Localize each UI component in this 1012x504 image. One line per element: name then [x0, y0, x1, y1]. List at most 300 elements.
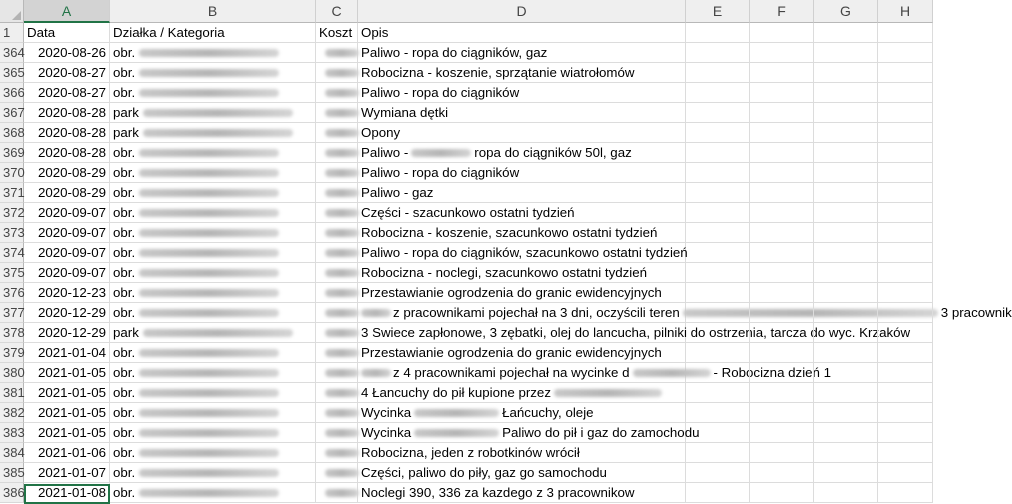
cell-cost[interactable]: [316, 143, 358, 163]
cell-description[interactable]: [358, 443, 686, 463]
cell-g[interactable]: [814, 423, 878, 443]
row-number[interactable]: 385: [0, 463, 24, 483]
cell-h[interactable]: [878, 83, 933, 103]
cell-date[interactable]: 2020-12-29: [24, 303, 110, 323]
table-row: [0, 103, 933, 123]
cell-f[interactable]: [750, 183, 814, 203]
cell-g[interactable]: [814, 203, 878, 223]
cell-description[interactable]: [358, 163, 686, 183]
cell-e[interactable]: [686, 183, 750, 203]
redacted-area: [325, 389, 359, 397]
table-row: [0, 363, 933, 383]
description-text-tail: ropa do ciągników 50l, gaz: [474, 145, 632, 160]
cell-h[interactable]: [878, 443, 933, 463]
cell-f[interactable]: [750, 43, 814, 63]
table-row: [0, 243, 933, 263]
cell-g[interactable]: [814, 223, 878, 243]
cell-f[interactable]: [750, 363, 814, 383]
cell-description[interactable]: [358, 63, 686, 83]
cell-date[interactable]: 2020-08-28: [24, 103, 110, 123]
description-text: Robocizna - noclegi, szacunkowo ostatni tydzień: [361, 265, 648, 280]
cell-f[interactable]: [750, 463, 814, 483]
cell-cost[interactable]: [316, 123, 358, 143]
cell-category[interactable]: [110, 383, 316, 403]
cell-h[interactable]: [878, 243, 933, 263]
row-number[interactable]: 370: [0, 163, 24, 183]
description-text: Paliwo -: [361, 145, 409, 160]
cell-cost[interactable]: [316, 183, 358, 203]
cell-category[interactable]: [110, 443, 316, 463]
redacted-area: [325, 89, 359, 97]
cell-description[interactable]: [358, 483, 686, 503]
redacted-area: [143, 329, 293, 337]
cell-e[interactable]: [686, 263, 750, 283]
cell-category[interactable]: [110, 143, 316, 163]
category-text: obr.: [113, 285, 136, 300]
redacted-area: [325, 409, 359, 417]
cell-description[interactable]: [358, 143, 686, 163]
cell-g[interactable]: [814, 123, 878, 143]
cell-date[interactable]: 2021-01-06: [24, 443, 110, 463]
cell-date[interactable]: 2020-09-07: [24, 263, 110, 283]
description-text: Paliwo - ropa do ciągników, szacunkowo ostatni tydzień: [361, 245, 688, 260]
cell-g[interactable]: [814, 363, 878, 383]
cell-h[interactable]: [878, 183, 933, 203]
cell-date[interactable]: 2020-12-29: [24, 323, 110, 343]
cell-category[interactable]: [110, 243, 316, 263]
cell-h[interactable]: [878, 303, 933, 323]
redacted-area: [139, 149, 279, 157]
cell-h[interactable]: [878, 103, 933, 123]
cell-h[interactable]: [878, 343, 933, 363]
cell-cost[interactable]: [316, 303, 358, 323]
cell-e[interactable]: [686, 243, 750, 263]
cell-cost[interactable]: [316, 363, 358, 383]
cell-f[interactable]: [750, 383, 814, 403]
cell-c-header[interactable]: Koszt: [316, 23, 358, 43]
cell-f[interactable]: [750, 303, 814, 323]
cell-category[interactable]: [110, 323, 316, 343]
cell-date[interactable]: 2020-09-07: [24, 243, 110, 263]
cell-f[interactable]: [750, 203, 814, 223]
cell-e[interactable]: [686, 423, 750, 443]
cell-h[interactable]: [878, 283, 933, 303]
cell-description[interactable]: [358, 423, 700, 443]
cell-date[interactable]: 2020-08-27: [24, 83, 110, 103]
cell-description[interactable]: [358, 123, 686, 143]
cell-category[interactable]: [110, 123, 316, 143]
cell-cost[interactable]: [316, 463, 358, 483]
category-text: obr.: [113, 485, 136, 500]
description-text: Części, paliwo do piły, gaz go samochodu: [361, 465, 607, 480]
cell-description[interactable]: [358, 343, 686, 363]
cell-h[interactable]: [878, 383, 933, 403]
redacted-area: [411, 149, 471, 157]
cell-category[interactable]: [110, 263, 316, 283]
cell-e[interactable]: [686, 403, 750, 423]
table-row: [0, 163, 933, 183]
category-text: obr.: [113, 45, 136, 60]
cell-h[interactable]: [878, 263, 933, 283]
cell-date[interactable]: 2021-01-05: [24, 363, 110, 383]
cell-category[interactable]: [110, 463, 316, 483]
cell-g[interactable]: [814, 383, 878, 403]
description-text: Paliwo - ropa do ciągników: [361, 165, 520, 180]
redacted-area: [139, 89, 279, 97]
cell-f-header[interactable]: [750, 23, 814, 43]
cell-h[interactable]: [878, 143, 933, 163]
redacted-area: [325, 189, 359, 197]
category-text: obr.: [113, 165, 136, 180]
cell-cost[interactable]: [316, 383, 358, 403]
cell-h-header[interactable]: [878, 23, 933, 43]
row-number[interactable]: 371: [0, 183, 24, 203]
redacted-area: [325, 309, 359, 317]
cell-e[interactable]: [686, 203, 750, 223]
redacted-area: [325, 269, 359, 277]
cell-g[interactable]: [814, 63, 878, 83]
description-text-tail: Łańcuchy, oleje: [502, 405, 594, 420]
category-text: obr.: [113, 85, 136, 100]
cell-description[interactable]: [358, 83, 686, 103]
category-text: obr.: [113, 385, 136, 400]
cell-g[interactable]: [814, 463, 878, 483]
cell-g-header[interactable]: [814, 23, 878, 43]
cell-f[interactable]: [750, 83, 814, 103]
cell-description[interactable]: [358, 283, 686, 303]
row-number[interactable]: 384: [0, 443, 24, 463]
row-number[interactable]: 383: [0, 423, 24, 443]
cell-g[interactable]: [814, 443, 878, 463]
cell-h[interactable]: [878, 163, 933, 183]
cell-f[interactable]: [750, 343, 814, 363]
description-text-tail: - Robocizna dzień 1: [713, 365, 832, 380]
redacted-area: [139, 369, 279, 377]
row-number[interactable]: 374: [0, 243, 24, 263]
cell-date[interactable]: 2020-12-23: [24, 283, 110, 303]
cell-date[interactable]: 2021-01-07: [24, 463, 110, 483]
cell-e[interactable]: [686, 303, 750, 323]
cell-description[interactable]: [358, 323, 911, 343]
cell-h[interactable]: [878, 363, 933, 383]
cell-date[interactable]: 2020-09-07: [24, 223, 110, 243]
row-number[interactable]: 379: [0, 343, 24, 363]
description-text: Paliwo - ropa do ciągników, gaz: [361, 45, 548, 60]
cell-g[interactable]: [814, 303, 878, 323]
row-number[interactable]: 376: [0, 283, 24, 303]
table-row: [0, 483, 933, 503]
description-text: Przestawianie ogrodzenia do granic ewidencyjnych: [361, 285, 662, 300]
cell-category[interactable]: [110, 343, 316, 363]
cell-h[interactable]: [878, 423, 933, 443]
row-number[interactable]: 380: [0, 363, 24, 383]
cell-f[interactable]: [750, 423, 814, 443]
cell-f[interactable]: [750, 283, 814, 303]
cell-description[interactable]: [358, 463, 686, 483]
cell-cost[interactable]: [316, 483, 358, 503]
redacted-area: [139, 489, 279, 497]
redacted-area: [325, 429, 359, 437]
cell-h[interactable]: [878, 483, 933, 503]
row-number[interactable]: 377: [0, 303, 24, 323]
column-header-h[interactable]: H: [878, 0, 933, 23]
cell-date[interactable]: 2021-01-05: [24, 383, 110, 403]
cell-description[interactable]: [358, 243, 686, 263]
row-number[interactable]: 373: [0, 223, 24, 243]
cell-f[interactable]: [750, 263, 814, 283]
cell-cost[interactable]: [316, 163, 358, 183]
cell-description[interactable]: [358, 303, 1012, 323]
cell-cost[interactable]: [316, 283, 358, 303]
category-text: park: [113, 325, 139, 340]
cell-e[interactable]: [686, 343, 750, 363]
redacted-area: [325, 449, 359, 457]
description-text: Paliwo - ropa do ciągników: [361, 85, 520, 100]
column-header-b[interactable]: B: [110, 0, 316, 23]
cell-e[interactable]: [686, 223, 750, 243]
row-number[interactable]: 386: [0, 483, 24, 503]
cell-f[interactable]: [750, 323, 814, 343]
redacted-area: [325, 489, 359, 497]
cell-h[interactable]: [878, 403, 933, 423]
redacted-area: [325, 249, 359, 257]
cell-e[interactable]: [686, 163, 750, 183]
row-number[interactable]: 369: [0, 143, 24, 163]
cell-g[interactable]: [814, 343, 878, 363]
cell-cost[interactable]: [316, 343, 358, 363]
cell-category[interactable]: [110, 83, 316, 103]
cell-e[interactable]: [686, 323, 750, 343]
table-row: [0, 423, 933, 443]
cell-g[interactable]: [814, 323, 878, 343]
cell-g[interactable]: [814, 483, 878, 503]
row-number[interactable]: 367: [0, 103, 24, 123]
cell-category[interactable]: [110, 363, 316, 383]
cell-description[interactable]: [358, 403, 686, 423]
description-text: Części - szacunkowo ostatni tydzień: [361, 205, 575, 220]
cell-description[interactable]: [358, 263, 686, 283]
select-all-corner[interactable]: [0, 0, 24, 23]
cell-g[interactable]: [814, 183, 878, 203]
cell-e[interactable]: [686, 43, 750, 63]
cell-h[interactable]: [878, 43, 933, 63]
cell-e[interactable]: [686, 143, 750, 163]
cell-cost[interactable]: [316, 423, 358, 443]
cell-e[interactable]: [686, 103, 750, 123]
row-number[interactable]: 381: [0, 383, 24, 403]
description-text: 3 Swiece zapłonowe, 3 zębatki, olej do lancucha, pilniki do ostrzenia, tarcza do wyc. Krzaków: [361, 325, 911, 340]
cell-e[interactable]: [686, 363, 750, 383]
cell-category[interactable]: [110, 183, 316, 203]
table-row: [0, 343, 933, 363]
column-header-f[interactable]: F: [750, 0, 814, 23]
cell-description[interactable]: [358, 203, 686, 223]
column-header-d[interactable]: D: [358, 0, 686, 23]
cell-g[interactable]: [814, 243, 878, 263]
cell-h[interactable]: [878, 223, 933, 243]
cell-cost[interactable]: [316, 63, 358, 83]
row-number[interactable]: 375: [0, 263, 24, 283]
cell-category[interactable]: [110, 43, 316, 63]
cell-date[interactable]: 2020-08-28: [24, 123, 110, 143]
cell-date[interactable]: 2020-08-27: [24, 63, 110, 83]
cell-category[interactable]: [110, 483, 316, 503]
redacted-area: [143, 129, 293, 137]
redacted-area: [139, 469, 279, 477]
redacted-area: [139, 309, 279, 317]
cell-e[interactable]: [686, 63, 750, 83]
cell-cost[interactable]: [316, 443, 358, 463]
cell-e[interactable]: [686, 483, 750, 503]
column-header-a[interactable]: A: [24, 0, 110, 23]
redacted-area: [325, 169, 359, 177]
redacted-area: [139, 169, 279, 177]
cell-e[interactable]: [686, 383, 750, 403]
cell-h[interactable]: [878, 63, 933, 83]
row-number[interactable]: 366: [0, 83, 24, 103]
description-text: Przestawianie ogrodzenia do granic ewidencyjnych: [361, 345, 662, 360]
cell-category[interactable]: [110, 303, 316, 323]
redacted-area: [325, 349, 359, 357]
cell-g[interactable]: [814, 283, 878, 303]
category-text: obr.: [113, 265, 136, 280]
cell-f[interactable]: [750, 163, 814, 183]
cell-f[interactable]: [750, 243, 814, 263]
row-number[interactable]: 368: [0, 123, 24, 143]
cell-g[interactable]: [814, 403, 878, 423]
cell-category[interactable]: [110, 223, 316, 243]
column-header-g[interactable]: G: [814, 0, 878, 23]
redacted-area: [143, 109, 293, 117]
cell-description[interactable]: [358, 363, 832, 383]
table-row: [0, 443, 933, 463]
row-number[interactable]: 372: [0, 203, 24, 223]
cell-h[interactable]: [878, 123, 933, 143]
cell-cost[interactable]: [316, 223, 358, 243]
cell-h[interactable]: [878, 463, 933, 483]
cell-category[interactable]: [110, 403, 316, 423]
cell-description[interactable]: [358, 183, 686, 203]
cell-date[interactable]: 2020-08-29: [24, 163, 110, 183]
cell-category[interactable]: [110, 423, 316, 443]
cell-g[interactable]: [814, 263, 878, 283]
cell-e[interactable]: [686, 443, 750, 463]
table-row: [0, 63, 933, 83]
cell-g[interactable]: [814, 163, 878, 183]
category-text: obr.: [113, 345, 136, 360]
cell-description[interactable]: [358, 43, 686, 63]
cell-b-header[interactable]: Działka / Kategoria: [110, 23, 316, 43]
row-number[interactable]: 364: [0, 43, 24, 63]
cell-cost[interactable]: [316, 403, 358, 423]
cell-f[interactable]: [750, 223, 814, 243]
table-row: [0, 403, 933, 423]
table-row: [0, 203, 933, 223]
redacted-area: [325, 109, 359, 117]
redacted-area: [139, 389, 279, 397]
table-row: [0, 263, 933, 283]
row-number[interactable]: 365: [0, 63, 24, 83]
cell-e-header[interactable]: [686, 23, 750, 43]
cell-cost[interactable]: [316, 203, 358, 223]
redacted-area: [139, 49, 279, 57]
cell-date[interactable]: 2020-08-28: [24, 143, 110, 163]
cell-h[interactable]: [878, 323, 933, 343]
category-text: obr.: [113, 445, 136, 460]
cell-e[interactable]: [686, 463, 750, 483]
cell-g[interactable]: [814, 83, 878, 103]
cell-e[interactable]: [686, 123, 750, 143]
cell-g[interactable]: [814, 103, 878, 123]
cell-description[interactable]: [358, 223, 686, 243]
row-number[interactable]: 382: [0, 403, 24, 423]
cell-description[interactable]: [358, 103, 686, 123]
column-header-c[interactable]: C: [316, 0, 358, 23]
cell-f[interactable]: [750, 63, 814, 83]
cell-cost[interactable]: [316, 43, 358, 63]
cell-g[interactable]: [814, 143, 878, 163]
cell-category[interactable]: [110, 203, 316, 223]
redacted-area: [325, 69, 359, 77]
cell-date[interactable]: 2020-08-29: [24, 183, 110, 203]
cell-date[interactable]: 2021-01-05: [24, 423, 110, 443]
cell-e[interactable]: [686, 83, 750, 103]
description-text: Paliwo - gaz: [361, 185, 434, 200]
table-row: [0, 283, 933, 303]
description-text: Robocizna - koszenie, szacunkowo ostatni tydzień: [361, 225, 658, 240]
cell-cost[interactable]: [316, 243, 358, 263]
cell-g[interactable]: [814, 43, 878, 63]
row-number[interactable]: 378: [0, 323, 24, 343]
cell-f[interactable]: [750, 443, 814, 463]
row-number[interactable]: 1: [0, 23, 24, 43]
cell-f[interactable]: [750, 103, 814, 123]
cell-category[interactable]: [110, 103, 316, 123]
redacted-area: [554, 389, 662, 397]
cell-cost[interactable]: [316, 83, 358, 103]
cell-date[interactable]: 2021-01-04: [24, 343, 110, 363]
cell-date[interactable]: 2021-01-05: [24, 403, 110, 423]
cell-description[interactable]: [358, 383, 686, 403]
cell-cost[interactable]: [316, 103, 358, 123]
table-row: [0, 223, 933, 243]
cell-category[interactable]: [110, 63, 316, 83]
cell-e[interactable]: [686, 283, 750, 303]
cell-date[interactable]: 2020-08-26: [24, 43, 110, 63]
table-row-header: [0, 23, 933, 43]
cell-h[interactable]: [878, 203, 933, 223]
redacted-area: [139, 409, 279, 417]
table-row: [0, 83, 933, 103]
cell-f[interactable]: [750, 143, 814, 163]
cell-category[interactable]: [110, 163, 316, 183]
cell-date[interactable]: 2020-09-07: [24, 203, 110, 223]
cell-d-header[interactable]: Opis: [358, 23, 686, 43]
cell-category[interactable]: [110, 283, 316, 303]
redacted-area: [139, 449, 279, 457]
cell-f[interactable]: [750, 483, 814, 503]
cell-cost[interactable]: [316, 323, 358, 343]
cell-f[interactable]: [750, 123, 814, 143]
cell-cost[interactable]: [316, 263, 358, 283]
cell-a-header[interactable]: Data: [24, 23, 110, 43]
column-header-e[interactable]: E: [686, 0, 750, 23]
cell-date[interactable]: 2021-01-08: [24, 483, 110, 503]
table-row: [0, 123, 933, 143]
category-text: obr.: [113, 305, 136, 320]
cell-f[interactable]: [750, 403, 814, 423]
description-text: Wymiana dętki: [361, 105, 449, 120]
